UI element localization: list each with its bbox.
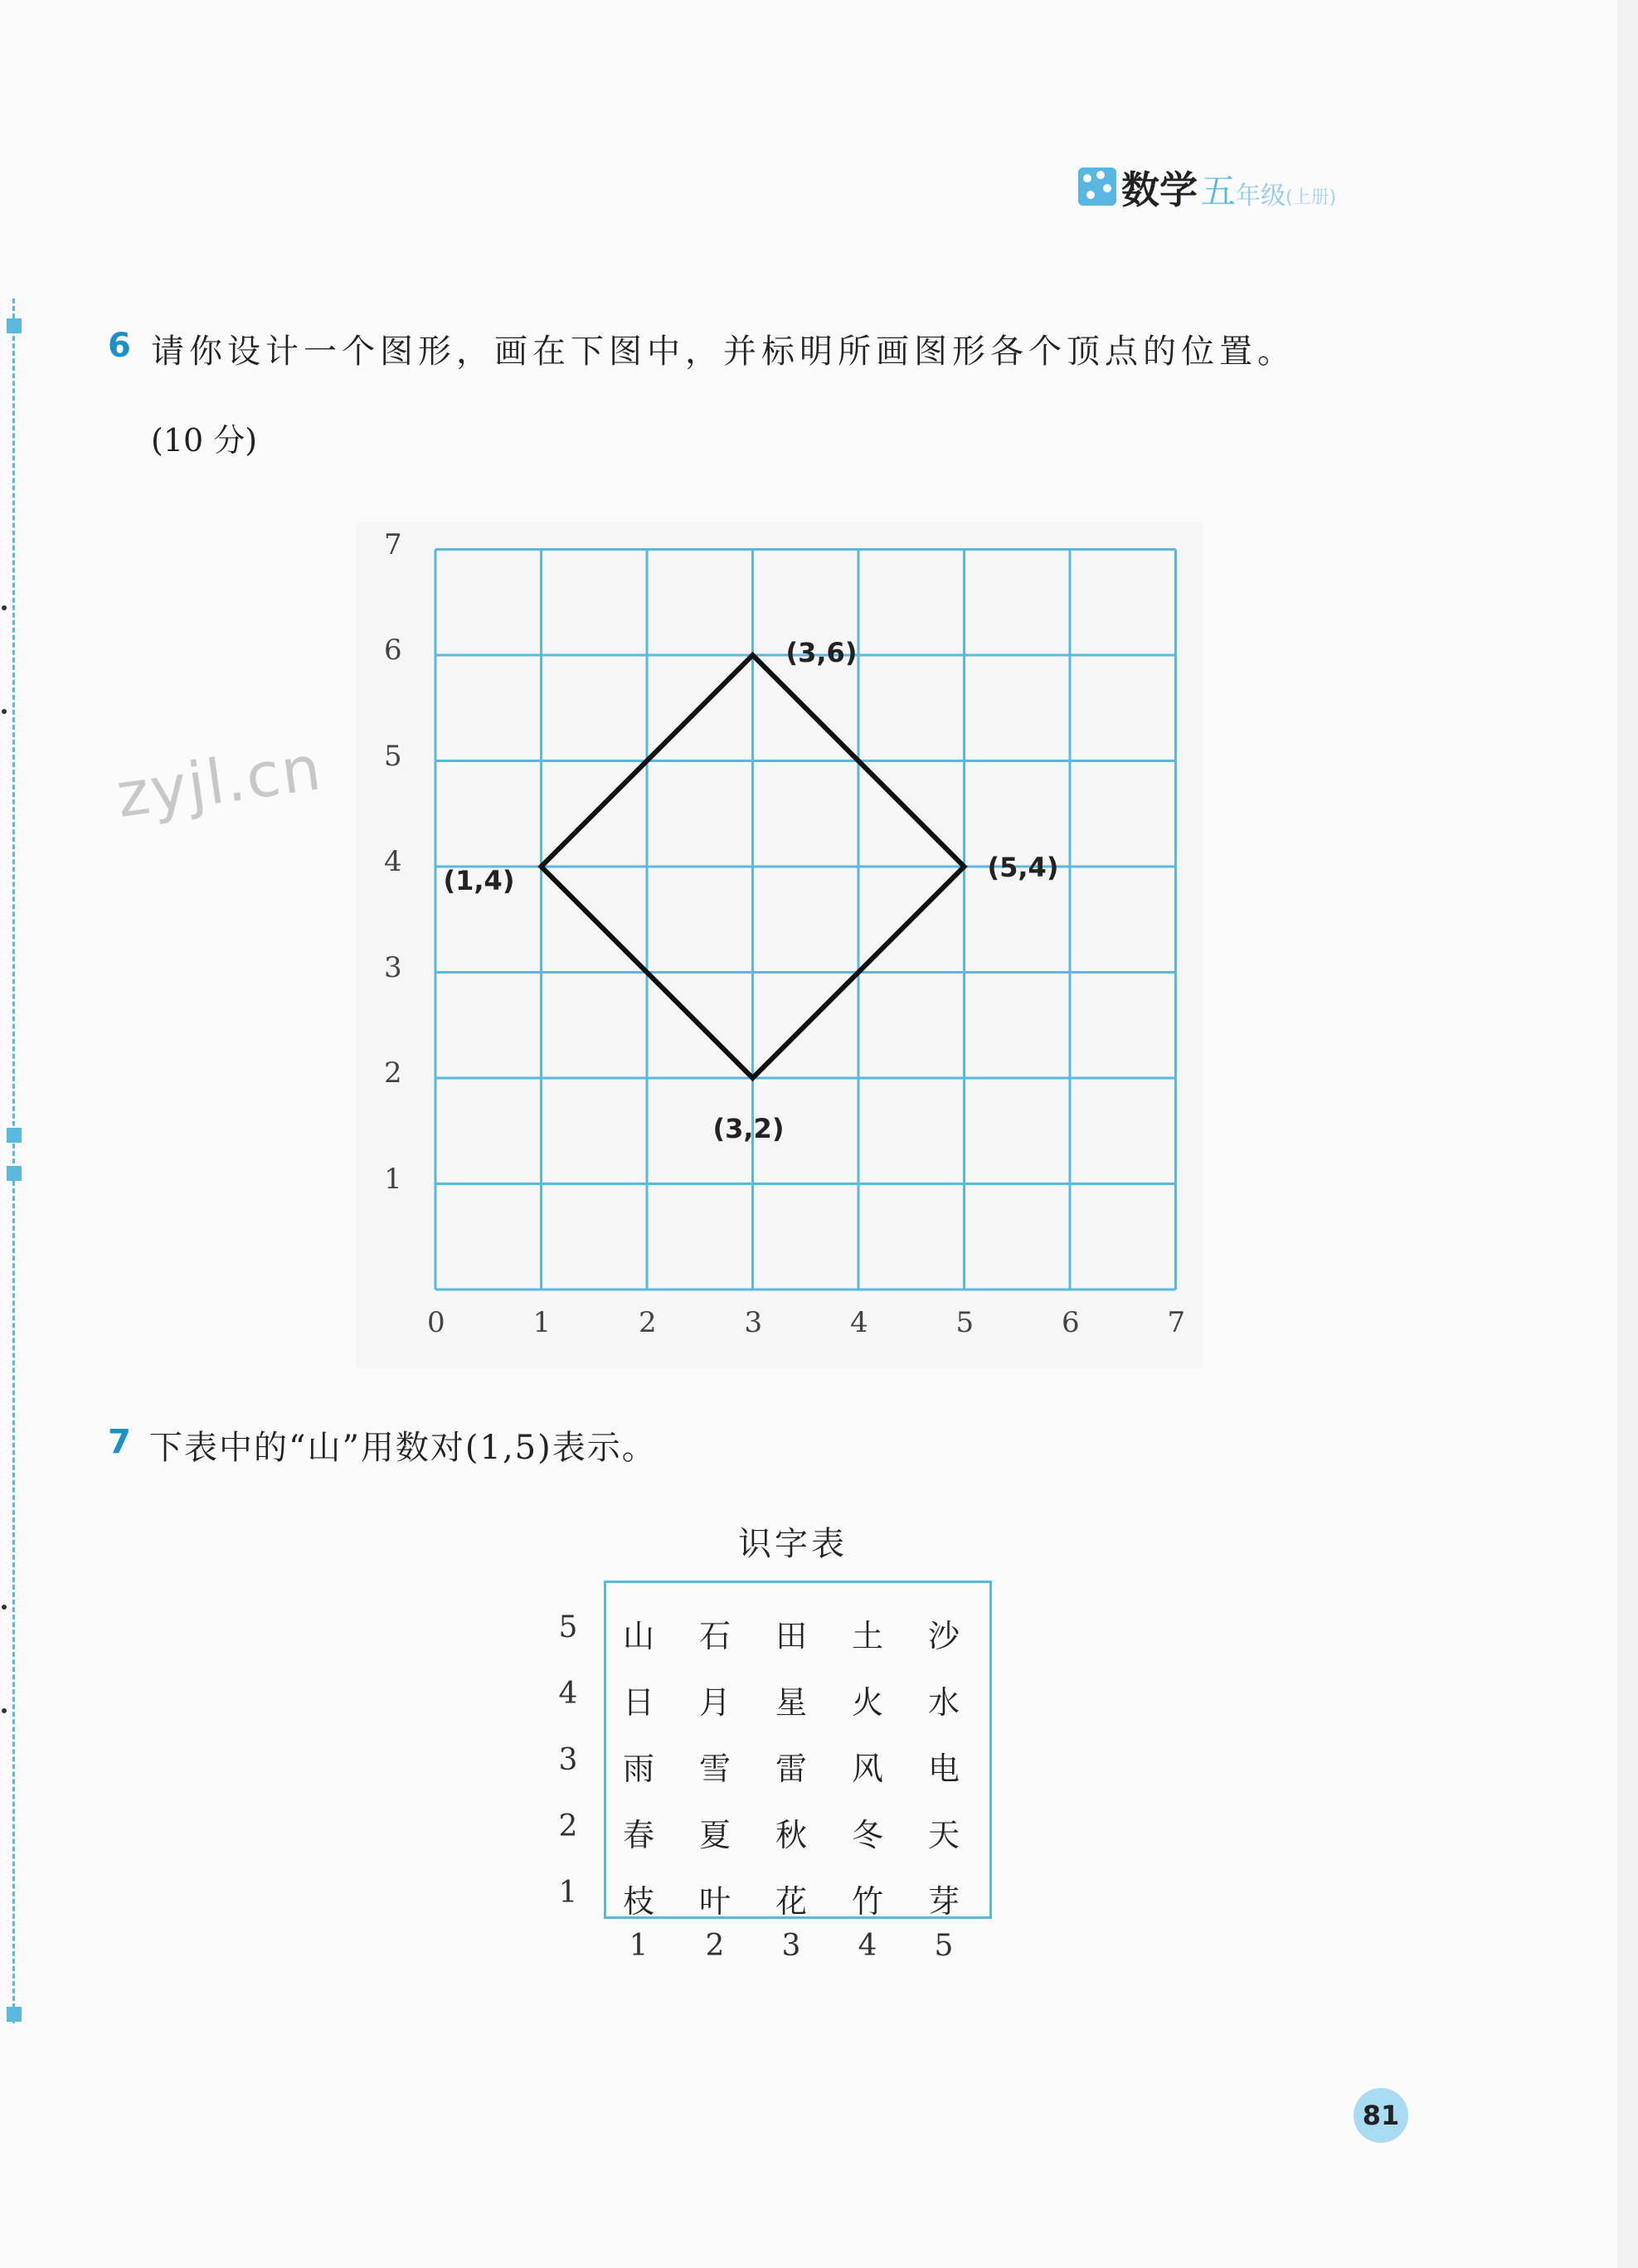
header-grade: 五 xyxy=(1201,171,1237,211)
margin-marker xyxy=(7,1166,22,1181)
y-axis-tick-label: 1 xyxy=(384,1162,402,1196)
table-cell: 山 xyxy=(622,1618,654,1654)
table-cell: 叶 xyxy=(698,1883,731,1920)
table-cell: 雪 xyxy=(698,1751,731,1787)
book-logo-icon xyxy=(1078,168,1116,206)
vertex-label: (3,6) xyxy=(785,637,858,668)
y-axis-tick-label: 5 xyxy=(384,739,402,773)
margin-dot xyxy=(2,1605,7,1610)
x-axis-tick-label: 5 xyxy=(955,1306,975,1339)
table-row-number: 3 xyxy=(558,1743,578,1777)
question-7-number: 7 xyxy=(108,1423,131,1461)
table-cell: 枝 xyxy=(622,1883,654,1920)
table-cell: 春 xyxy=(622,1817,654,1853)
margin-dot xyxy=(2,1708,7,1713)
table-title: 识字表 xyxy=(738,1525,848,1563)
table-cell: 竹 xyxy=(851,1883,883,1920)
x-axis-tick-label: 3 xyxy=(744,1306,763,1339)
table-cell: 星 xyxy=(775,1684,807,1721)
vertex-label: (1,4) xyxy=(443,865,515,896)
table-cell: 火 xyxy=(851,1684,883,1721)
x-axis-tick-label: 6 xyxy=(1062,1306,1080,1339)
table-cell: 石 xyxy=(698,1618,731,1654)
y-axis-tick-label: 6 xyxy=(384,634,402,667)
table-cell: 夏 xyxy=(698,1817,731,1853)
table-cell: 天 xyxy=(927,1817,960,1853)
table-cell: 水 xyxy=(927,1684,960,1721)
watermark: zyjl.cn xyxy=(112,732,327,832)
book-header xyxy=(1078,159,1337,212)
vertex-label: (3,2) xyxy=(712,1113,785,1144)
y-axis-tick-label: 4 xyxy=(384,845,402,878)
table-column-number: 1 xyxy=(629,1929,649,1963)
table-cell: 雷 xyxy=(775,1751,807,1787)
table-column-number: 2 xyxy=(705,1929,725,1963)
grid-svg xyxy=(357,522,1203,1368)
y-axis-tick-label: 3 xyxy=(384,950,402,984)
table-cell: 风 xyxy=(851,1751,883,1787)
table-cell: 秋 xyxy=(775,1817,807,1853)
question-6-number: 6 xyxy=(108,327,131,365)
table-row-number: 1 xyxy=(558,1876,578,1910)
table-column-number: 5 xyxy=(934,1929,954,1963)
table-row-number: 5 xyxy=(558,1610,578,1644)
header-subject: 数学 xyxy=(1121,168,1198,212)
page-number: 81 xyxy=(1354,2088,1408,2143)
table-cell: 芽 xyxy=(927,1883,960,1920)
table-cell: 冬 xyxy=(851,1817,883,1853)
vertex-label: (5,4) xyxy=(987,852,1059,883)
table-cell: 花 xyxy=(775,1883,807,1920)
table-column-number: 4 xyxy=(858,1929,877,1963)
y-axis-tick-label: 7 xyxy=(384,527,402,561)
margin-marker xyxy=(7,1128,22,1143)
header-level: 年级 xyxy=(1236,182,1286,211)
x-axis-tick-label: 2 xyxy=(639,1306,657,1339)
x-axis-tick-label: 4 xyxy=(850,1306,868,1339)
x-axis-tick-label: 0 xyxy=(427,1306,445,1339)
question-6-score: (10 分) xyxy=(151,422,258,459)
table-cell: 电 xyxy=(927,1751,960,1787)
y-axis-tick-label: 2 xyxy=(384,1056,402,1090)
question-6-text: 请你设计一个图形，画在下图中，并标明所画图形各个顶点的位置。 xyxy=(151,333,1295,371)
header-volume: (上册) xyxy=(1286,187,1337,208)
margin-marker xyxy=(7,2007,22,2022)
table-cell: 田 xyxy=(775,1618,807,1654)
margin-marker xyxy=(7,318,22,333)
table-cell: 日 xyxy=(622,1684,654,1721)
table-row-number: 2 xyxy=(558,1809,578,1843)
table-cell: 土 xyxy=(851,1618,883,1654)
coordinate-grid xyxy=(357,522,1203,1368)
table-row-number: 4 xyxy=(558,1677,578,1711)
x-axis-tick-label: 7 xyxy=(1167,1306,1186,1339)
page-edge xyxy=(1617,0,1638,2268)
x-axis-tick-label: 1 xyxy=(532,1306,552,1339)
table-column-number: 3 xyxy=(781,1929,801,1963)
margin-dot xyxy=(2,605,7,610)
table-cell: 雨 xyxy=(622,1751,654,1787)
binding-margin-line xyxy=(12,299,15,2023)
question-7-text: 下表中的“山”用数对(1,5)表示。 xyxy=(149,1429,657,1467)
table-cell: 月 xyxy=(698,1684,731,1721)
table-cell: 沙 xyxy=(927,1618,960,1654)
margin-dot xyxy=(2,709,7,714)
